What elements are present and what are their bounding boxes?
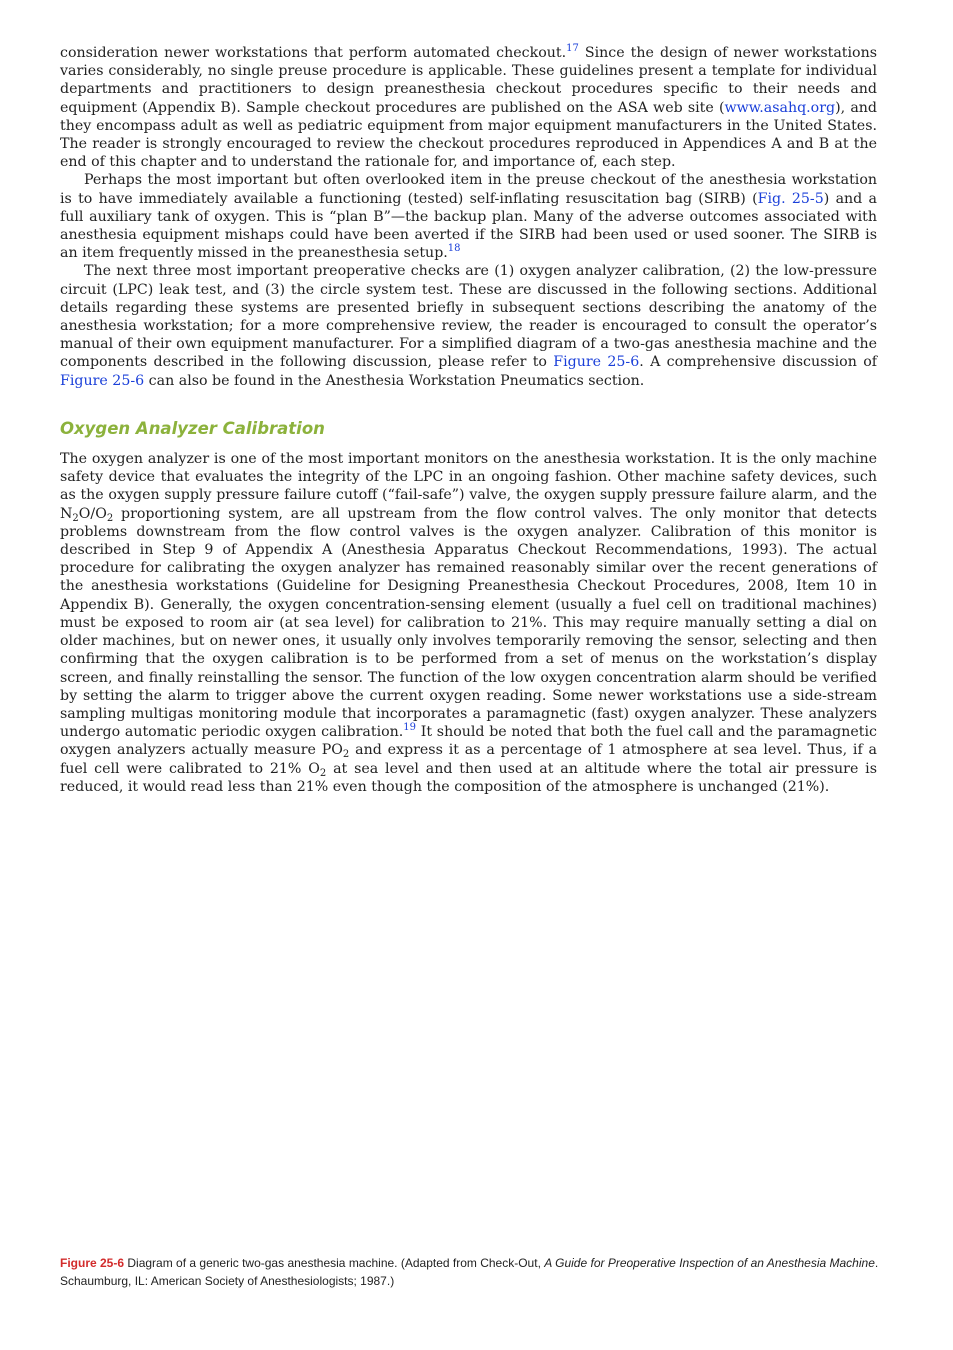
text-run: The next three most important preoperative checks are (1) oxygen analyzer calibration, (2) the low-pressure circuit (LPC) leak test, and (3) the circle system test. These are discussed in the following sections. Additional details regarding these systems are presented briefly in subsequent sections describing the anatomy of the anesthesia workstation; for a more comprehensive review, the reader is encouraged to consult the operator’s manual of their own equipment manufacturer. For a simplified diagram of a two-gas anesthesia machine and the components described in the following discussion, please refer to [60, 263, 877, 371]
paragraph-checkout-intro [60, 44, 877, 171]
text-run: can also be found in the Anesthesia Workstation Pneumatics section. [144, 372, 645, 389]
text-run: The oxygen analyzer is one of the most important monitors on the anesthesia workstation. It is the only machine safety device that evaluates the integrity of the LPC in an ongoing fashion. Other machine safety devices, such as the oxygen supply pressure failure cutoff (“fail-safe”) valve, the oxygen supply pressure failure alarm, and the N [60, 451, 877, 522]
figure-caption [60, 1254, 880, 1290]
paragraph-sirb [60, 171, 877, 262]
text-run: ), and they encompass adult as well as pediatric equipment from major equipment manufacturers in the United States. The reader is strongly encouraged to review the checkout procedures reproduced in Appendices A and B at the end of this chapter and to understand the rationale for, and importance of, each step. [60, 99, 878, 171]
text-run: O/O [78, 505, 107, 522]
subscript: 2 [319, 767, 327, 779]
figure-25-6-link[interactable]: Figure 25-6 [553, 354, 640, 371]
section-heading: Oxygen Analyzer Calibration [60, 418, 325, 438]
text-run: Perhaps the most important but often overlooked item in the preuse checkout of the anesthesia workstation is to have immediately available a functioning (tested) self-inflating resuscitation bag (SIRB) ( [60, 172, 877, 207]
asa-website-link[interactable]: www.asahq.org [724, 99, 836, 116]
paragraph-preoperative-checks [60, 262, 877, 389]
text-run: . A comprehensive discussion of [639, 354, 877, 371]
text-run: It should be noted that both the fuel call and the paramagnetic oxygen analyzers actually measure PO [60, 724, 877, 759]
text-run: proportioning system, are all upstream from the flow control valves. The only monitor that detects problems downstream from the flow control valves is the oxygen analyzer. Calibration of this monitor is described in Step 9 of Appendix A (Anesthesia Apparatus Checkout Recommendations, 1993). The actual procedure for calibrating the oxygen analyzer has remained reasonably similar over the recent generations of the anesthesia workstations (Guideline for Designing Preanesthesia Checkout Procedures, 2008, Item 10 in Appendix B). Generally, the oxygen concentration-sensing element (usually a fuel cell on traditional machines) must be exposed to room air (at sea level) for calibration to 21%. This may require manually setting a dial on older machines, but on newer ones, it usually only involves temporarily removing the sensor, selecting and then confirming that the oxygen calibration is to be performed from a set of menus on the workstation’s display screen, and finally reinstalling the sensor. The function of the low oxygen concentration alarm should be verified by setting the alarm to trigger above the current oxygen reading. Some newer workstations use a side-stream sampling multigas monitoring module that incorporates a paramagnetic (fast) oxygen analyzer. These analyzers undergo automatic periodic oxygen calibration. [60, 505, 877, 741]
paragraph-oxygen-analyzer [60, 450, 877, 796]
reference-19[interactable]: 19 [403, 722, 417, 734]
text-run: at sea level and then used at an altitude where the total air pressure is reduced, it would read less than 21% even though the composition of the atmosphere is unchanged (21%). [60, 760, 878, 795]
page-body [60, 44, 877, 796]
text-run: Since the design of newer workstations varies considerably, no single preuse procedure is applicable. These guidelines present a template for individual departments and practitioners to design preanesthesia checkout procedures specific to their needs and equipment (Appendix B). Sample checkout procedures are published on the ASA web site ( [60, 45, 877, 116]
reference-18[interactable]: 18 [447, 243, 461, 255]
text-run: and express it as a percentage of 1 atmosphere at sea level. Thus, if a fuel cell were calibrated to 21% O [60, 742, 877, 777]
caption-title: A Guide for Preoperative Inspection of an Anesthesia Machine [544, 1256, 875, 1270]
text-run: . Schaumburg, IL: American Society of Anesthesiologists; 1987.) [60, 1256, 879, 1288]
figure-label: Figure 25-6 [60, 1256, 125, 1270]
subscript: 2 [106, 512, 114, 524]
subscript: 2 [72, 512, 79, 524]
reference-17[interactable]: 17 [566, 43, 579, 54]
text-run: ) and a full auxiliary tank of oxygen. This is “plan B”—the backup plan. Many of the adverse outcomes associated with anesthesia equipment mishaps could have been averted if the SIRB had been used or used sooner. The SIRB is an item frequently missed in the preanesthesia setup. [60, 190, 877, 262]
subscript: 2 [342, 749, 350, 761]
text-run: consideration newer workstations that perform automated checkout. [60, 45, 567, 61]
figure-25-6-link[interactable]: Figure 25-6 [60, 372, 145, 389]
text-run: Diagram of a generic two-gas anesthesia machine. (Adapted from Check-Out, [124, 1256, 545, 1270]
figure-25-5-link[interactable]: Fig. 25-5 [757, 190, 824, 207]
